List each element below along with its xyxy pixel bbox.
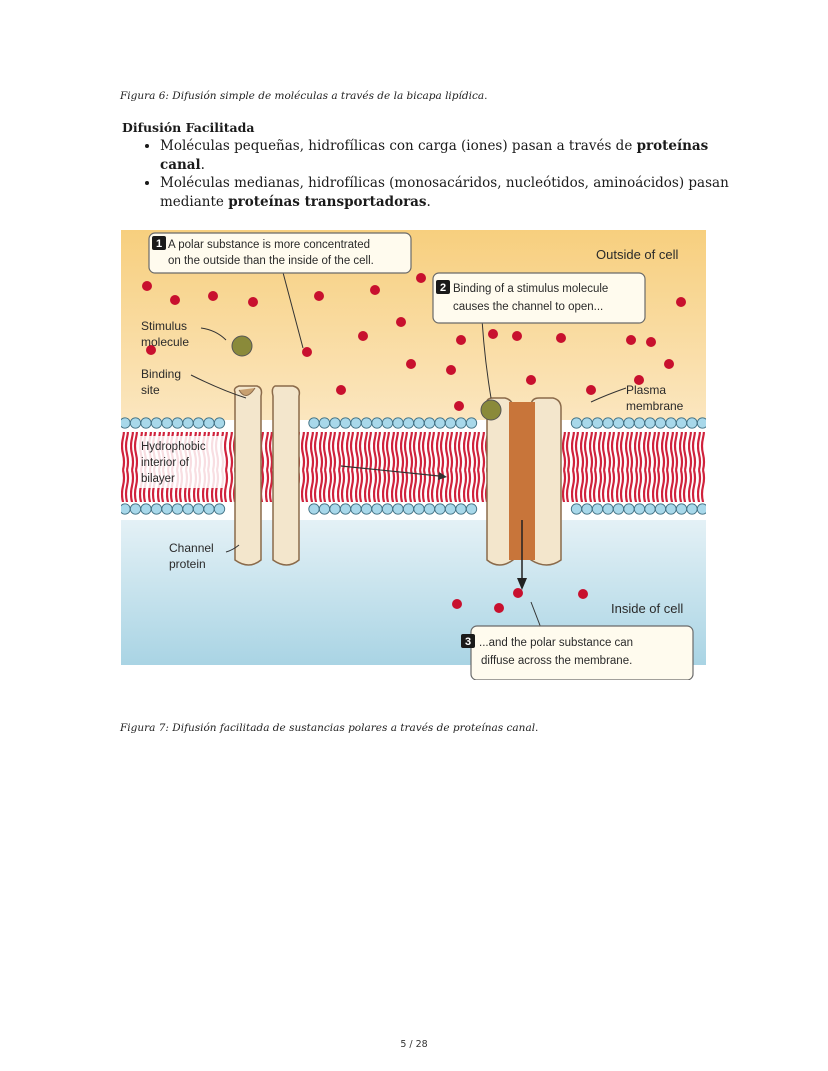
phospholipid-head	[571, 504, 581, 514]
phospholipid-head	[330, 418, 340, 428]
phospholipid-head	[214, 504, 224, 514]
channel-label-1: Channel	[169, 541, 214, 555]
phospholipid-head	[151, 504, 161, 514]
phospholipid-head	[697, 418, 706, 428]
phospholipid-head	[603, 504, 613, 514]
figure-7-caption: Figura 7: Difusión facilitada de sustancias polares a través de proteínas canal.	[120, 722, 539, 734]
callout-3	[461, 626, 693, 680]
facilitated-diffusion-figure	[121, 230, 706, 680]
phospholipid-head	[361, 418, 371, 428]
phospholipid-head	[414, 418, 424, 428]
outside-label: Outside of cell	[596, 247, 679, 262]
phospholipid-head	[172, 504, 182, 514]
phospholipid-head	[141, 504, 151, 514]
phospholipid-head	[603, 418, 613, 428]
ion	[586, 385, 596, 395]
phospholipid-head	[645, 418, 655, 428]
phospholipid-head	[634, 418, 644, 428]
phospholipid-head	[456, 418, 466, 428]
phospholipid-head	[613, 504, 623, 514]
phospholipid-head	[130, 418, 140, 428]
phospholipid-head	[340, 418, 350, 428]
stimulus-label-1: Stimulus	[141, 319, 188, 333]
ion	[396, 317, 406, 327]
phospholipid-head	[435, 504, 445, 514]
bullet-bold-term: proteínas transportadoras	[228, 193, 427, 210]
stimulus-label-2: molecule	[141, 335, 190, 349]
ion	[208, 291, 218, 301]
phospholipid-head	[414, 504, 424, 514]
ion	[142, 281, 152, 291]
phospholipid-head	[162, 504, 172, 514]
phospholipid-head	[372, 418, 382, 428]
ion	[170, 295, 180, 305]
phospholipid-head	[330, 504, 340, 514]
phospholipid-head	[424, 418, 434, 428]
phospholipid-head	[655, 504, 665, 514]
phospholipid-head	[445, 418, 455, 428]
phospholipid-head	[393, 504, 403, 514]
ion	[626, 335, 636, 345]
callout-1-line-1: A polar substance is more concentrated	[168, 239, 371, 251]
phospholipid-head	[403, 504, 413, 514]
stimulus-molecule-bound	[481, 400, 501, 420]
channel-label-2: protein	[169, 557, 206, 571]
phospholipid-head	[309, 418, 319, 428]
membrane-diagram	[121, 230, 706, 680]
phospholipid-head	[634, 504, 644, 514]
callout-2	[433, 273, 645, 323]
phospholipid-head	[466, 504, 476, 514]
hydrophobic-label-2: interior of	[141, 457, 189, 469]
phospholipid-head	[183, 504, 193, 514]
ion	[664, 359, 674, 369]
ion	[488, 329, 498, 339]
phospholipid-head	[582, 504, 592, 514]
callout-1-number: 1	[156, 238, 163, 250]
phospholipid-head	[697, 504, 706, 514]
phospholipid-head	[121, 418, 130, 428]
ion	[406, 359, 416, 369]
inside-label: Inside of cell	[611, 601, 684, 616]
ion	[494, 603, 504, 613]
ion	[248, 297, 258, 307]
bullet-text: Moléculas medianas, hidrofílicas (monosacáridos, nucleótidos, aminoácidos) pasan mediante	[160, 175, 729, 210]
phospholipid-head	[351, 418, 361, 428]
plasma-label-2: membrane	[626, 399, 684, 413]
figure-6-caption: Figura 6: Difusión simple de moléculas a través de la bicapa lipídica.	[120, 90, 488, 102]
ion	[452, 599, 462, 609]
bullet-text-end: .	[200, 156, 205, 173]
ion	[336, 385, 346, 395]
phospholipid-head	[309, 504, 319, 514]
phospholipid-head	[582, 418, 592, 428]
binding-label-1: Binding	[141, 367, 182, 381]
page-number: 5 / 28	[400, 1039, 428, 1050]
phospholipid-head	[193, 418, 203, 428]
ion	[416, 273, 426, 283]
ion	[513, 588, 523, 598]
phospholipid-head	[361, 504, 371, 514]
hydrophobic-label-1: Hydrophobic	[141, 441, 206, 453]
phospholipid-head	[424, 504, 434, 514]
bullet-text-end: .	[426, 193, 431, 210]
phospholipid-head	[666, 418, 676, 428]
phospholipid-head	[645, 504, 655, 514]
stimulus-molecule-free	[232, 336, 252, 356]
phospholipid-head	[613, 418, 623, 428]
bullet-item-transporters	[160, 174, 740, 211]
hydrophobic-label-3: bilayer	[141, 473, 175, 485]
ion	[512, 331, 522, 341]
phospholipid-head	[151, 418, 161, 428]
callout-3-line-1: ...and the polar substance can	[479, 637, 634, 649]
phospholipid-head	[403, 418, 413, 428]
phospholipid-head	[393, 418, 403, 428]
callout-2-line-1: Binding of a stimulus molecule	[453, 283, 609, 295]
binding-label-2: site	[141, 383, 160, 397]
phospholipid-head	[193, 504, 203, 514]
phospholipid-head	[445, 504, 455, 514]
phospholipid-head	[183, 418, 193, 428]
bullet-list	[140, 137, 740, 211]
phospholipid-head	[382, 418, 392, 428]
phospholipid-head	[204, 504, 214, 514]
ion	[526, 375, 536, 385]
phospholipid-head	[624, 418, 634, 428]
callout-1	[149, 233, 411, 273]
phospholipid-head	[340, 504, 350, 514]
ion	[646, 337, 656, 347]
phospholipid-head	[687, 418, 697, 428]
phospholipid-head	[141, 418, 151, 428]
phospholipid-head	[687, 504, 697, 514]
phospholipid-head	[676, 418, 686, 428]
phospholipid-head	[172, 418, 182, 428]
ion	[446, 365, 456, 375]
plasma-label-1: Plasma	[626, 383, 667, 397]
bullet-bold-term: proteínas canal	[160, 138, 709, 173]
phospholipid-head	[382, 504, 392, 514]
bullet-item-ion-channels	[160, 137, 740, 174]
phospholipid-head	[676, 504, 686, 514]
callout-3-line-2: diffuse across the membrane.	[481, 655, 633, 667]
phospholipid-head	[214, 418, 224, 428]
phospholipid-head	[592, 504, 602, 514]
phospholipid-head	[666, 504, 676, 514]
phospholipid-head	[592, 418, 602, 428]
bullet-text: Moléculas pequeñas, hidrofílicas con carga (iones) pasan a través de	[160, 138, 637, 154]
phospholipid-head	[624, 504, 634, 514]
phospholipid-head	[351, 504, 361, 514]
phospholipid-head	[130, 504, 140, 514]
phospholipid-head	[571, 418, 581, 428]
callout-1-line-2: on the outside than the inside of the cell.	[168, 255, 374, 267]
phospholipid-head	[319, 418, 329, 428]
phospholipid-head	[435, 418, 445, 428]
phospholipid-head	[162, 418, 172, 428]
callout-3-number: 3	[465, 636, 472, 648]
ion	[456, 335, 466, 345]
phospholipid-head	[655, 418, 665, 428]
phospholipid-head	[466, 418, 476, 428]
ion	[578, 589, 588, 599]
ion	[314, 291, 324, 301]
ion	[302, 347, 312, 357]
phospholipid-head	[456, 504, 466, 514]
phospholipid-head	[372, 504, 382, 514]
ion	[676, 297, 686, 307]
phospholipid-head	[121, 504, 130, 514]
phospholipid-head	[204, 418, 214, 428]
phospholipid-head	[319, 504, 329, 514]
section-heading: Difusión Facilitada	[122, 120, 255, 135]
ion	[454, 401, 464, 411]
ion	[556, 333, 566, 343]
ion	[358, 331, 368, 341]
callout-2-number: 2	[440, 282, 447, 294]
ion	[370, 285, 380, 295]
callout-2-line-2: causes the channel to open...	[453, 301, 604, 313]
